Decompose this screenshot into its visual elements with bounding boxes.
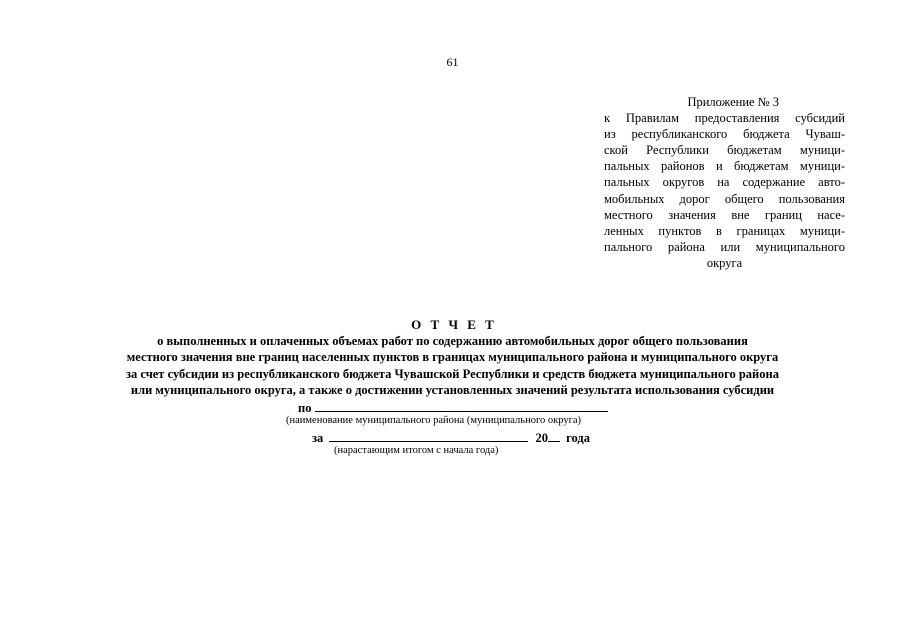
by-label: по xyxy=(298,401,312,415)
appendix-line: пальных округов на содержание авто- xyxy=(604,175,845,190)
municipality-blank[interactable] xyxy=(315,400,608,412)
period-caption: (нарастающим итогом с начала года) xyxy=(334,445,499,456)
appendix-last-line: округа xyxy=(706,255,743,270)
year-blank[interactable] xyxy=(548,430,560,442)
period-field xyxy=(312,430,590,445)
appendix-line: местного значения вне границ насе- xyxy=(604,207,845,222)
report-subtitle-line: или муниципального округа, а также о достижении установленных значений результата использования субсидии xyxy=(130,382,775,397)
municipality-field xyxy=(298,400,608,415)
year-prefix: 20 xyxy=(535,431,549,445)
appendix-line: ской Республики бюджетам муници- xyxy=(604,143,845,158)
report-heading xyxy=(0,317,905,398)
report-subtitle-line: за счет субсидии из республиканского бюджета Чувашской Республики и средств бюджета муниципального района xyxy=(126,366,779,381)
for-label: за xyxy=(312,431,324,445)
appendix-line: пальных районов и бюджетам муници- xyxy=(604,159,845,174)
appendix-block xyxy=(604,94,845,271)
report-subtitle-line: о выполненных и оплаченных объемах работ по содержанию автомобильных дорог общего пользования xyxy=(157,334,748,348)
appendix-line: ленных пунктов в границах муници- xyxy=(604,223,845,238)
appendix-title: Приложение № 3 xyxy=(687,95,779,109)
period-blank[interactable] xyxy=(329,430,528,442)
appendix-line: мобильных дорог общего пользования xyxy=(604,191,845,206)
page-number: 61 xyxy=(446,55,459,69)
appendix-line: пального района или муниципального xyxy=(604,239,845,254)
municipality-caption: (наименование муниципального района (муниципального округа) xyxy=(286,415,582,426)
appendix-line: из республиканского бюджета Чуваш- xyxy=(604,127,845,142)
report-title: О Т Ч Е Т xyxy=(411,317,497,332)
appendix-line: к Правилам предоставления субсидий xyxy=(604,111,845,126)
year-suffix: года xyxy=(566,431,590,445)
report-subtitle-line: местного значения вне границ населенных пунктов в границах муниципального района и муниципального округа xyxy=(126,350,779,365)
